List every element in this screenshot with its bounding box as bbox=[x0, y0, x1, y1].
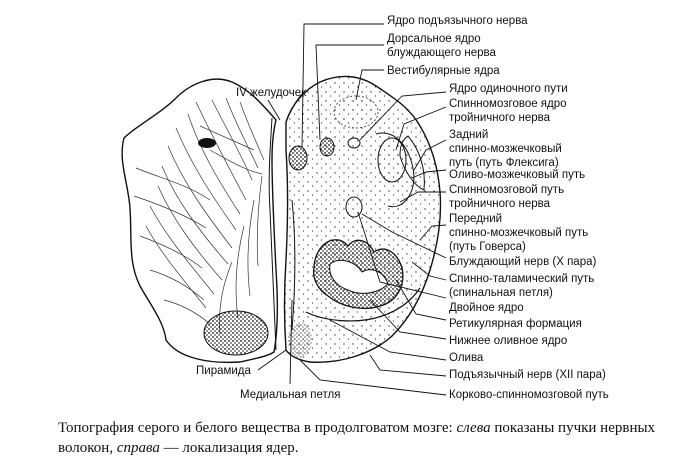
label-posterior-spinocerebellar-3: путь (путь Флексига) bbox=[449, 157, 559, 169]
left-dorsal-spot bbox=[198, 138, 216, 148]
caption-part-1: Топография серого и белого вещества в продолговатом мозге: bbox=[58, 420, 457, 436]
label-spinothalamic-1: Спинно-таламический путь bbox=[449, 273, 595, 285]
label-reticular: Ретикулярная формация bbox=[449, 318, 582, 330]
label-solitary: Ядро одиночного пути bbox=[449, 83, 568, 95]
label-anterior-spinocerebellar-1: Передний bbox=[449, 213, 503, 225]
label-fourth-ventricle: IV желудочек bbox=[236, 87, 307, 99]
caption-part-3: — локализация ядер. bbox=[159, 440, 299, 456]
dorsal-vagus-nucleus-shape bbox=[320, 138, 334, 156]
label-olive: Олива bbox=[449, 352, 484, 364]
label-anterior-spinocerebellar-2: спинно-мозжечковый путь bbox=[449, 227, 589, 239]
label-spinal-trigeminal-tract-2: тройничного нерва bbox=[449, 198, 551, 210]
caption-right-word: справа bbox=[116, 440, 160, 456]
hypoglossal-nucleus-shape bbox=[289, 146, 307, 170]
label-posterior-spinocerebellar-1: Задний bbox=[449, 129, 489, 141]
label-medial-lemniscus: Медиальная петля bbox=[240, 389, 341, 401]
label-spinothalamic-2: (спинальная петля) bbox=[449, 287, 553, 299]
label-vagus-nerve: Блуждающий нерв (X пара) bbox=[449, 256, 597, 268]
caption-left-word: слева bbox=[456, 420, 491, 436]
label-posterior-spinocerebellar-2: спинно-мозжечковый bbox=[449, 143, 562, 155]
label-dorsal-vagus-2: блуждающего нерва bbox=[387, 47, 496, 59]
label-spinal-trigeminal-tract-1: Спинномозговой путь bbox=[449, 184, 565, 196]
label-spinal-trigeminal-nucleus-2: тройничного нерва bbox=[449, 112, 551, 124]
left-pyramid-stipple bbox=[204, 311, 268, 355]
label-ambiguus: Двойное ядро bbox=[449, 302, 524, 314]
label-anterior-spinocerebellar-3: (путь Говерса) bbox=[449, 241, 526, 253]
label-corticospinal: Корково-спинномозговой путь bbox=[449, 389, 609, 401]
vestibular-nuclei-shape bbox=[334, 96, 378, 128]
right-half-nuclei bbox=[285, 76, 441, 362]
figure-caption bbox=[58, 418, 688, 458]
label-pyramid: Пирамида bbox=[196, 365, 251, 377]
label-hypoglossal-nucleus: Ядро подъязычного нерва bbox=[387, 15, 528, 27]
label-dorsal-vagus-1: Дорсальное ядро bbox=[387, 33, 481, 45]
left-half-fiber-bundles bbox=[122, 79, 277, 362]
label-spinal-trigeminal-nucleus-1: Спинномозговое ядро bbox=[449, 98, 567, 110]
caption-part-2: показаны пучки нервных волокон, bbox=[58, 420, 656, 456]
label-inferior-olive-nucleus: Нижнее оливное ядро bbox=[449, 335, 568, 347]
label-hypoglossal-nerve: Подъязычный нерв (XII пара) bbox=[449, 369, 606, 381]
label-vestibular: Вестибулярные ядра bbox=[387, 65, 500, 77]
label-olivocerebellar: Оливо-мозжечковый путь bbox=[449, 169, 586, 181]
